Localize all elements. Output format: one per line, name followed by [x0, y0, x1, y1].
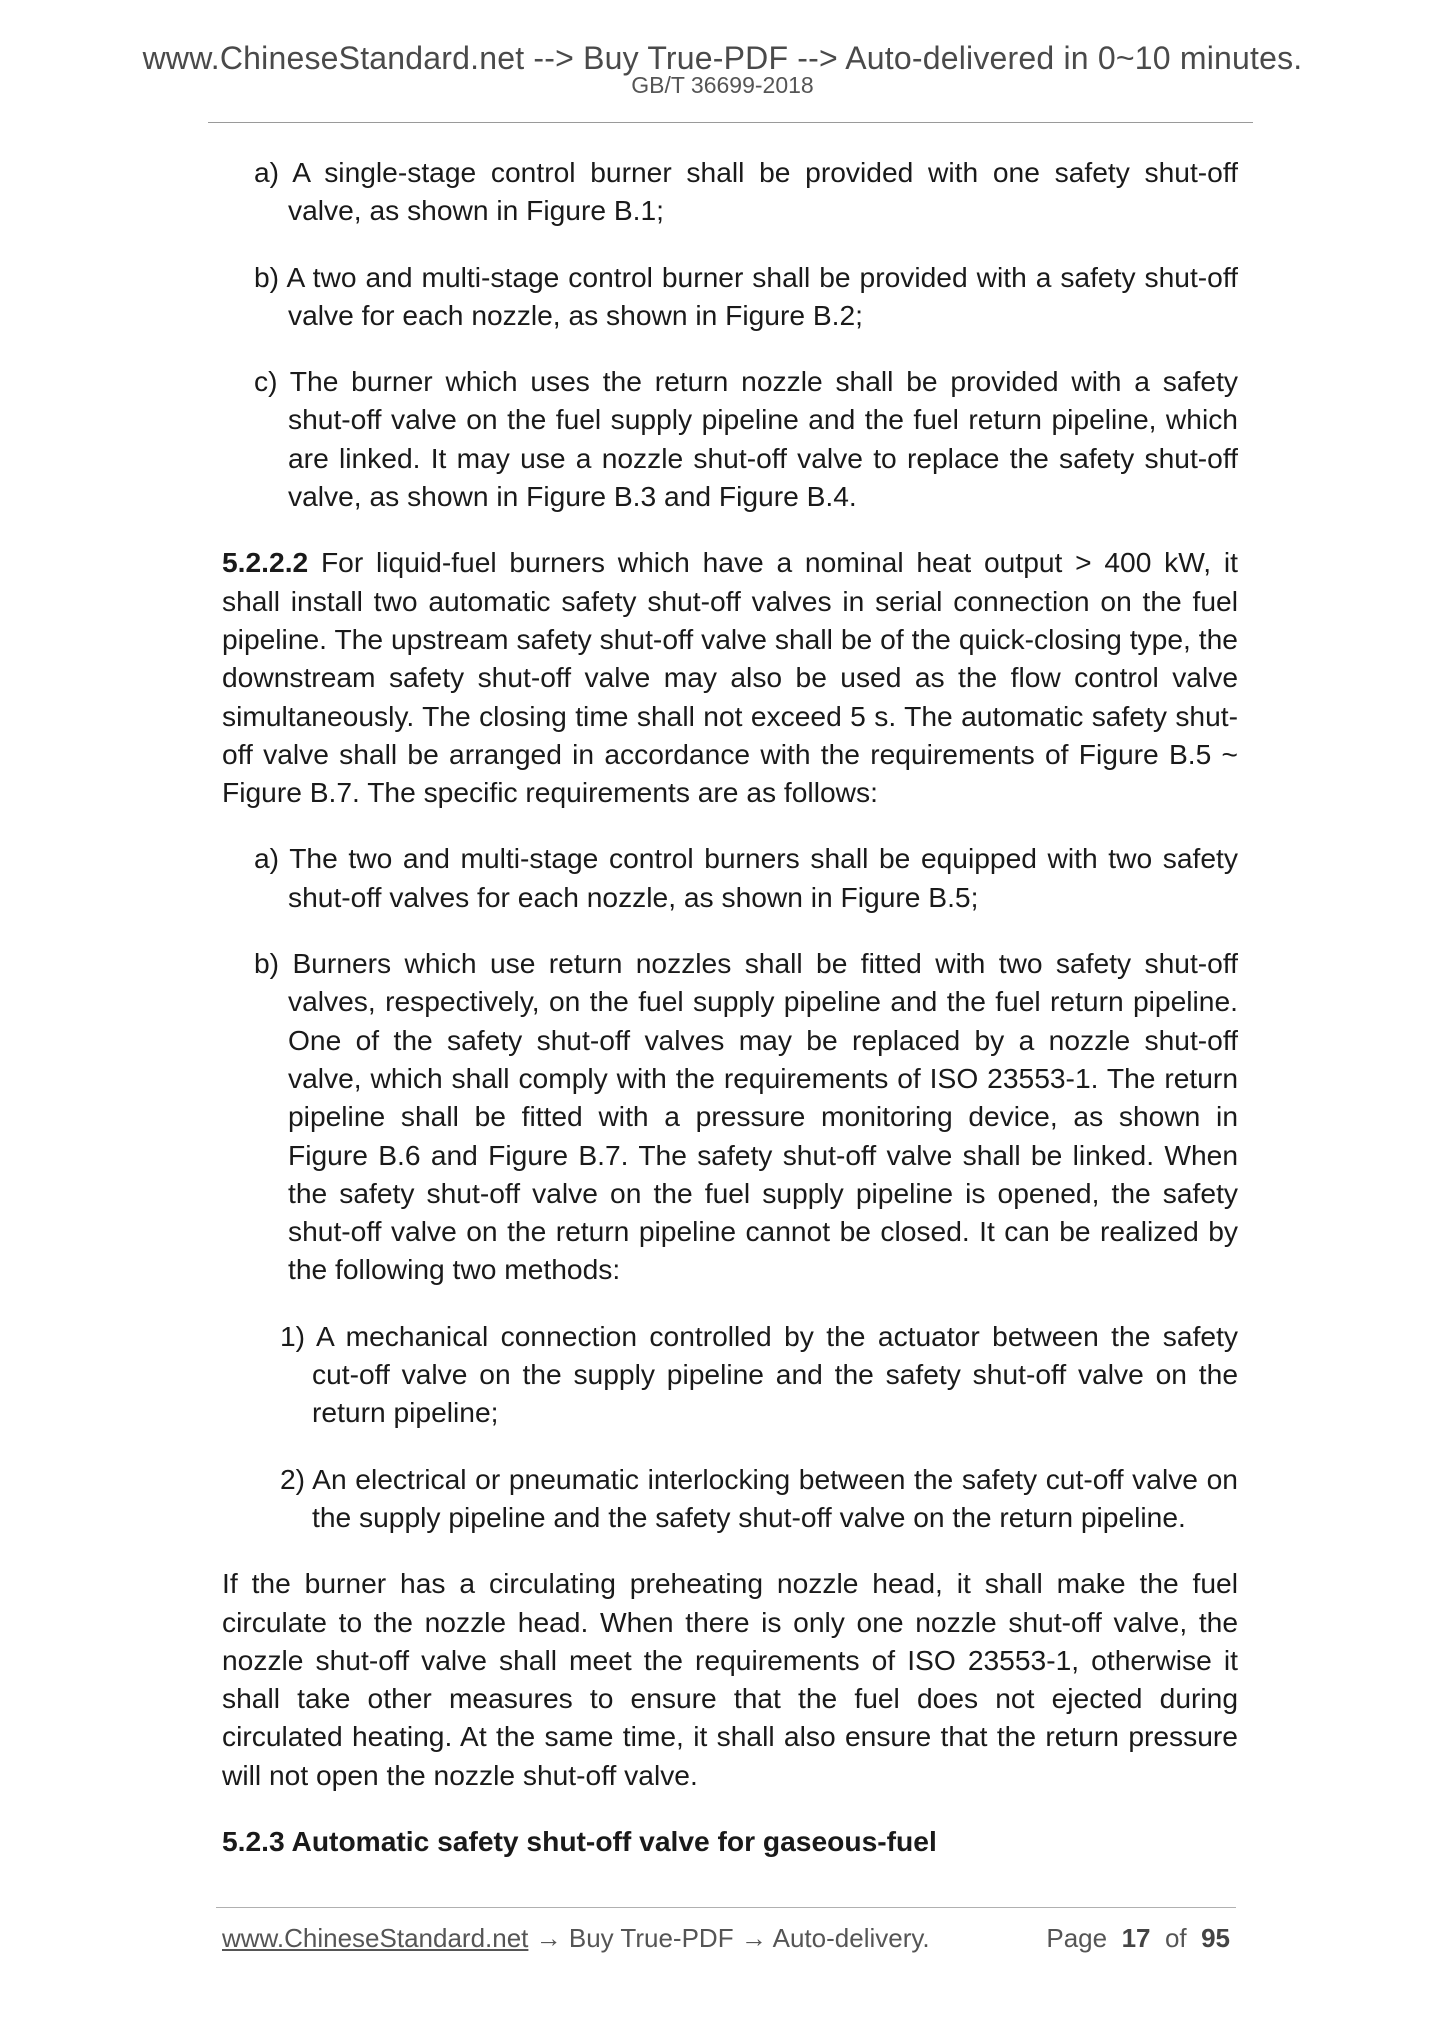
- sub-list-item: [222, 1460, 1238, 1537]
- site-banner: www.ChineseStandard.net --> Buy True-PDF --> Auto-delivered in 0~10 minutes.: [142, 40, 1303, 76]
- sub-list-item: [222, 1317, 1238, 1432]
- arrow-icon: →: [535, 1923, 562, 1953]
- page-indicator: [1046, 1923, 1230, 1954]
- body-paragraph: If the burner has a circulating preheating nozzle head, it shall make the fuel circulate to the nozzle head. When there is only one nozzle shut-off valve, the nozzle shut-off valve shall meet the requirements of ISO 23553-1, otherwise it shall take other measures to ensure that the fuel does not ejected during circulated heating. At the same time, it shall also ensure that the return pressure will not open the nozzle shut-off valve.: [222, 1567, 1238, 1791]
- header-divider: [208, 122, 1253, 123]
- clause-text: For liquid-fuel burners which have a nominal heat output > 400 kW, it shall install two automatic safety shut-off valves in serial connection on the fuel pipeline. The upstream safety shut-off valve shall be of the quick-closing type, the downstream safety shut-off valve may also be used as the flow control valve simultaneously. The closing time shall not exceed 5 s. The automatic safety shut-off valve shall be arranged in accordance with the requirements of Figure B.5 ~ Figure B.7. The specific requirements are as follows:: [222, 546, 1238, 809]
- item-marker: 2): [280, 1462, 306, 1495]
- item-marker: a): [254, 156, 280, 188]
- item-text: The burner which uses the return nozzle shall be provided with a safety shut-off valve on the fuel supply pipeline and the fuel return pipeline, which are linked. It may use a nozzle shut-off valve to replace the safety shut-off valve, as shown in Figure B.3 and Figure B.4.: [288, 365, 1238, 513]
- list-item: [222, 839, 1238, 916]
- item-text: Burners which use return nozzles shall be fitted with two safety shut-off valves, respectively, on the fuel supply pipeline and the fuel return pipeline. One of the safety shut-off valves may be replaced by a nozzle shut-off valve, which shall comply with the requirements of ISO 23553-1. The return pipeline shall be fitted with a pressure monitoring device, as shown in Figure B.6 and Figure B.7. The safety shut-off valve shall be linked. When the safety shut-off valve on the fuel supply pipeline is opened, the safety shut-off valve on the return pipeline cannot be closed. It can be realized by the following two methods:: [288, 947, 1238, 1286]
- of-label: of: [1164, 1923, 1187, 1953]
- item-text: A mechanical connection controlled by the actuator between the safety cut-off valve on the supply pipeline and the safety shut-off valve on the return pipeline;: [312, 1319, 1239, 1429]
- page-content: [222, 153, 1238, 1860]
- page-total: 95: [1201, 1923, 1230, 1953]
- clause-number: 5.2.2.2: [222, 546, 309, 579]
- page-footer: [222, 1923, 1236, 1954]
- list-item: [222, 944, 1238, 1289]
- footer-divider: [216, 1907, 1236, 1908]
- page-current: 17: [1121, 1923, 1151, 1953]
- item-text: The two and multi-stage control burners shall be equipped with two safety shut-off valves for each nozzle, as shown in Figure B.5;: [288, 842, 1238, 913]
- section-heading: 5.2.3 Automatic safety shut-off valve for gaseous-fuel: [222, 1824, 937, 1857]
- item-marker: b): [254, 947, 280, 980]
- list-item: [222, 153, 1238, 230]
- footer-buy-text: Buy True-PDF: [568, 1923, 734, 1953]
- clause-5-2-2-2: [222, 543, 1238, 811]
- item-text: A single-stage control burner shall be provided with one safety shut-off valve, as shown in Figure B.1;: [288, 156, 1239, 227]
- item-marker: c): [254, 365, 278, 398]
- list-item: [222, 362, 1238, 515]
- arrow-icon: →: [740, 1923, 767, 1953]
- footer-auto-text: Auto-delivery.: [772, 1923, 930, 1953]
- item-text: A two and multi-stage control burner shall be provided with a safety shut-off valve for each nozzle, as shown in Figure B.2;: [286, 260, 1238, 331]
- document-number: GB/T 36699-2018: [631, 72, 814, 98]
- item-marker: a): [254, 842, 280, 875]
- page-label: Page: [1046, 1923, 1108, 1953]
- item-marker: b): [254, 260, 280, 293]
- list-item: [222, 258, 1238, 335]
- item-marker: 1): [280, 1319, 306, 1352]
- footer-site-link[interactable]: www.ChineseStandard.net: [222, 1923, 529, 1953]
- item-text: An electrical or pneumatic interlocking between the safety cut-off valve on the supply pipeline and the safety shut-off valve on the return pipeline.: [312, 1462, 1238, 1533]
